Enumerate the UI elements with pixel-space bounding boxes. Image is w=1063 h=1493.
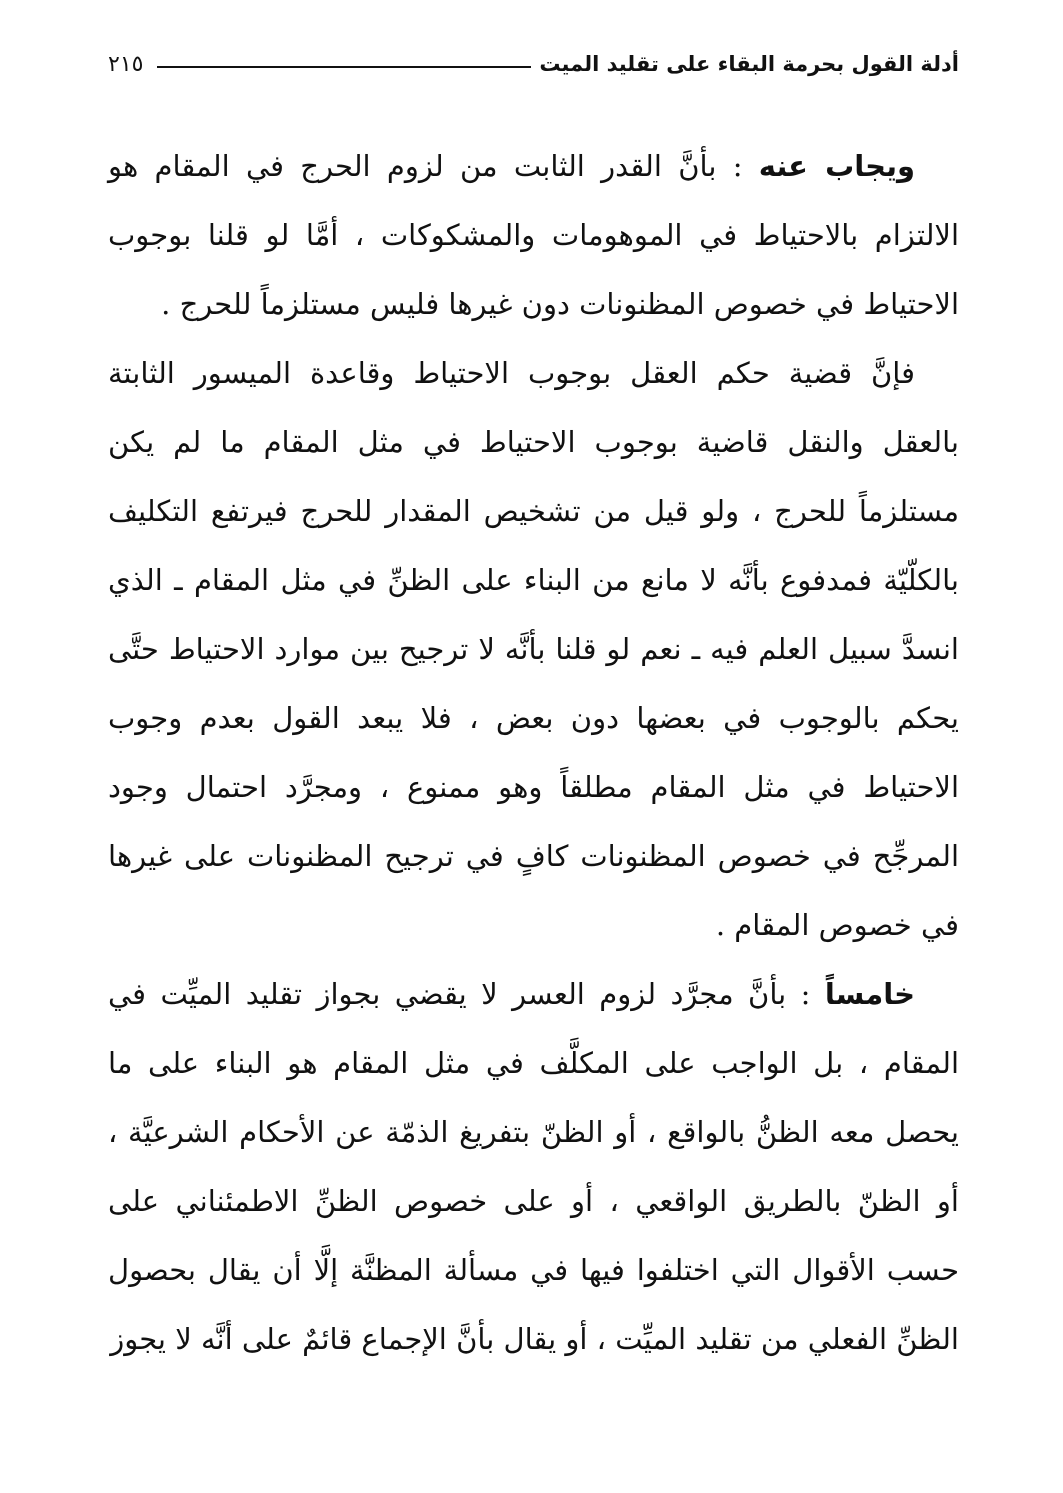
paragraph-2-text: فإنَّ قضية حكم العقل بوجوب الاحتياط وقاعدة الميسور الثابتة بالعقل والنقل قاضية بوجوب الاحتياط في مثل المقام ما لم يكن مستلزماً للحرج ، ولو قيل من تشخيص المقدار للحرج فيرتفع التكليف بالكلّيّة فمدفوع بأنَّه لا مانع من البناء على الظنِّ في مثل المقام ـ الذي انسدَّ سبيل العلم فيه ـ نعم لو قلنا بأنَّه لا ترجيح بين موارد الاحتياط حتَّى يحكم بالوجوب في بعضها دون بعض ، فلا يبعد القول بعدم وجوب الاحتياط في مثل المقام مطلقاً وهو ممنوع ، ومجرَّد احتمال وجود المرجِّح في خصوص المظنونات كافٍ في ترجيح المظنونات على غيرها في خصوص المقام . [108,356,959,942]
running-header [108,38,959,90]
paragraph-3-text: : بأنَّ مجرَّد لزوم العسر لا يقضي بجواز تقليد الميِّت في المقام ، بل الواجب على المكلَّف في مثل المقام هو البناء على ما يحصل معه الظنُّ بالواقع ، أو الظنّ بتفريغ الذمّة عن الأحكام الشرعيَّة ، أو الظنّ بالطريق الواقعي ، أو على خصوص الظنِّ الاطمئناني على حسب الأقوال التي اختلفوا فيها في مسألة المظنَّة إلَّا أن يقال بحصول الظنِّ الفعلي من تقليد الميِّت ، أو يقال بأنَّ الإجماع قائمٌ على أنَّه لا يجوز [108,977,959,1356]
paragraph-1-text: : بأنَّ القدر الثابت من لزوم الحرج في المقام هو الالتزام بالاحتياط في الموهومات والمشكوكات ، أمَّا لو قلنا بوجوب الاحتياط في خصوص المظنونات دون غيرها فليس مستلزماً للحرج . [108,149,959,321]
paragraph-3 [108,960,959,1374]
header-rule [157,66,531,68]
running-title: أدلة القول بحرمة البقاء على تقليد الميت [539,52,959,76]
paragraph-2 [108,339,959,960]
page-number: ٢١٥ [108,51,144,77]
paragraph-3-lead: خامساً [824,977,916,1011]
body-text [108,132,959,1374]
paragraph-1 [108,132,959,339]
paragraph-1-lead: ويجاب عنه [758,149,915,183]
